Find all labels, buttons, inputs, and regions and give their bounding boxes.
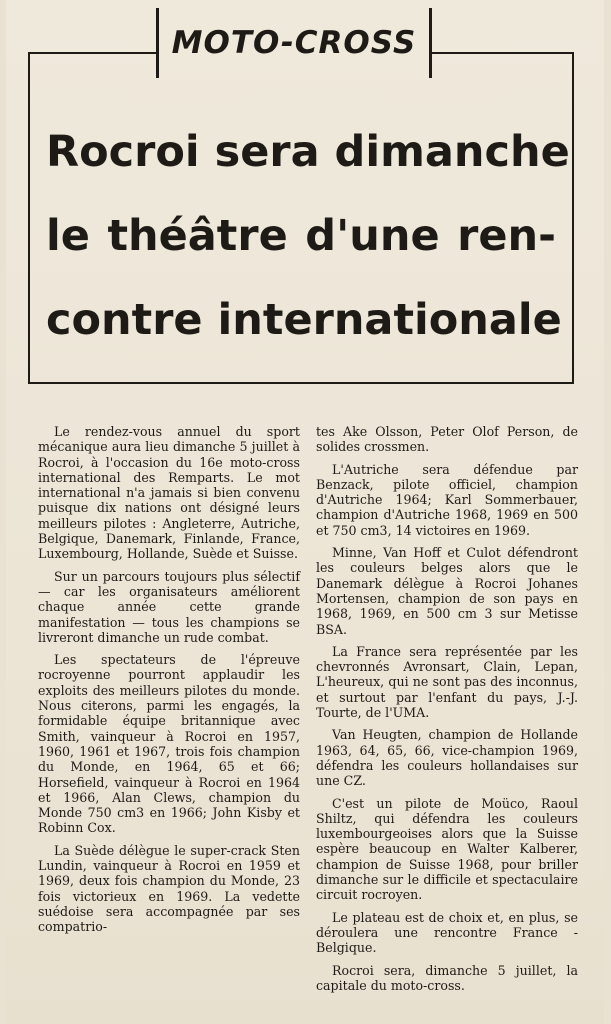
paragraph: tes Ake Olsson, Peter Olof Person, de solides crossmen. bbox=[316, 424, 578, 455]
paragraph: Le plateau est de choix et, en plus, se déroulera une rencontre France - Belgique. bbox=[316, 909, 578, 956]
headline-line-2: le théâtre d'une ren- bbox=[46, 211, 556, 261]
section-kicker bbox=[156, 8, 432, 78]
headline-line-3: contre internationale bbox=[46, 295, 562, 345]
paragraph: Minne, Van Hoff et Culot défendront les couleurs belges alors que le Danemark délègue à Rocroi Johanes Mortensen, champion de son pays en 1968, 1969, en 500 cm 3 sur Metisse BSA. bbox=[316, 545, 578, 637]
paragraph: C'est un pilote de Moüco, Raoul Shiltz, qui défendra les couleurs luxembourgeoises alors que la Suisse espère beaucoup en Walter Kalberer, champion de Suisse 1968, pour briller dimanche sur le difficile et spectaculaire circuit rocroyen. bbox=[316, 795, 578, 903]
article-column-right bbox=[316, 424, 578, 1000]
kicker-text: MOTO-CROSS bbox=[171, 25, 417, 61]
headline-line-1: Rocroi sera dimanche bbox=[46, 127, 570, 177]
headline bbox=[46, 110, 570, 362]
paragraph: Van Heugten, champion de Hollande 1963, 64, 65, 66, vice-champion 1969, défendra les couleurs hollandaises sur une CZ. bbox=[316, 727, 578, 789]
paragraph: Sur un parcours toujours plus sélectif — car les organisateurs améliorent chaque année cette grande manifestation — tous les champions se livreront dimanche un rude combat. bbox=[38, 568, 300, 645]
paragraph: L'Autriche sera défendue par Benzack, pilote officiel, champion d'Autriche 1964; Karl Sommerbauer, champion d'Autriche 1968, 1969 en 500 et 750 cm3, 14 victoires en 1969. bbox=[316, 461, 578, 538]
article-column-left bbox=[38, 424, 300, 942]
paragraph: Le rendez-vous annuel du sport mécanique aura lieu dimanche 5 juillet à Rocroi, à l'occasion du 16e moto-cross international des Remparts. Le mot international n'a jamais si bien convenu puisque dix nations ont désigné leurs meilleurs pilotes : Angleterre, Autriche, Belgique, Danemark, Finlande, France, Luxembourg, Hollande, Suède et Suisse. bbox=[38, 424, 300, 562]
paragraph: Rocroi sera, dimanche 5 juillet, la capitale du moto-cross. bbox=[316, 962, 578, 993]
paragraph: Les spectateurs de l'épreuve rocroyenne pourront applaudir les exploits des meilleurs pilotes du monde. Nous citerons, parmi les engagés, la formidable équipe britannique avec Smith, vainqueur à Rocroi en 1957, 1960, 1961 et 1967, trois fois champion du Monde, en 1964, 65 et 66; Horsefield, vainqueur à Rocroi en 1964 et 1966, Alan Clews, champion du Monde 750 cm3 en 1966; John Kisby et Robinn Cox. bbox=[38, 652, 300, 836]
paragraph: La France sera représentée par les chevronnés Avronsart, Clain, Lepan, L'heureux, qui ne sont pas des inconnus, et surtout par l'enfant du pays, J.-J. Tourte, de l'UMA. bbox=[316, 643, 578, 721]
paragraph: La Suède délègue le super-crack Sten Lundin, vainqueur à Rocroi en 1959 et 1969, deux fois champion du Monde, 23 fois victorieux en 1969. La vedette suédoise sera accompagnée par ses compatrio- bbox=[38, 842, 300, 935]
newspaper-clipping bbox=[6, 0, 604, 1024]
